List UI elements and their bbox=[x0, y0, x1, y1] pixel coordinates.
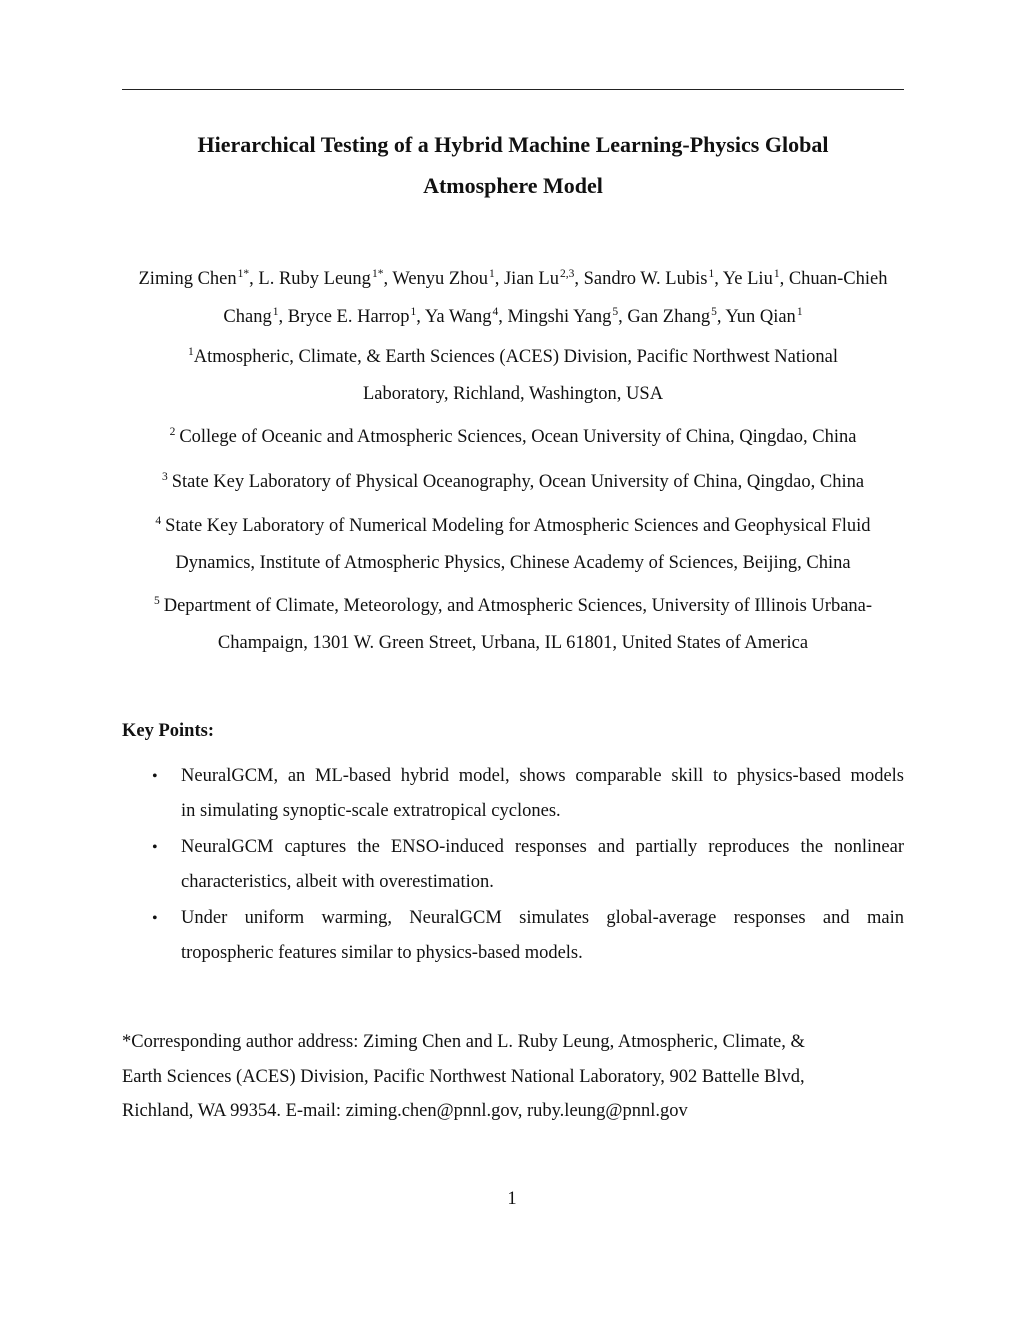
author-name: Mingshi Yang bbox=[507, 307, 612, 327]
author-separator: , bbox=[618, 307, 628, 327]
affiliation-text: Laboratory, Richland, Washington, USA bbox=[362, 384, 664, 404]
affiliation-text: Atmospheric, Climate, & Earth Sciences (ACES) Division, Pacific Northwest National bbox=[193, 347, 839, 367]
author-name: Gan Zhang bbox=[627, 307, 711, 327]
bullet-icon: • bbox=[152, 839, 158, 856]
affiliation-3 bbox=[122, 465, 904, 502]
bullet-icon: • bbox=[152, 910, 158, 927]
title-line-2: Atmosphere Model bbox=[423, 173, 603, 198]
affiliation-number: 3 bbox=[161, 471, 168, 483]
author-name: Yun Qian bbox=[725, 307, 796, 327]
key-point-item bbox=[122, 830, 904, 900]
key-point-item bbox=[122, 901, 904, 971]
affiliation-number: 2 bbox=[169, 426, 176, 438]
affiliation-5 bbox=[122, 589, 904, 661]
author-affiliation-mark: 1 bbox=[272, 306, 279, 318]
key-points-heading: Key Points: bbox=[122, 721, 214, 741]
affiliation-text: Dynamics, Institute of Atmospheric Physics, Chinese Academy of Sciences, Beijing, China bbox=[175, 553, 851, 573]
key-point-text: Under uniform warming, NeuralGCM simulates global-average responses and main bbox=[181, 908, 904, 928]
key-point-text: tropospheric features similar to physics-based models. bbox=[181, 943, 583, 963]
author-separator: , bbox=[278, 307, 288, 327]
affiliation-number: 1 bbox=[187, 346, 194, 358]
affiliation-line bbox=[122, 420, 904, 457]
paper-title bbox=[122, 124, 904, 206]
affiliation-4 bbox=[122, 509, 904, 581]
author-affiliation-mark: 2,3 bbox=[559, 268, 575, 280]
author-name: Sandro W. Lubis bbox=[583, 269, 708, 289]
affiliation-1 bbox=[122, 340, 904, 412]
author-name: Jian Lu bbox=[503, 269, 559, 289]
author-affiliation-mark: 5 bbox=[612, 306, 619, 318]
title-line-1: Hierarchical Testing of a Hybrid Machine Learning-Physics Global bbox=[197, 132, 829, 157]
author-separator: , bbox=[779, 269, 789, 289]
header-rule bbox=[122, 89, 904, 90]
author-separator: , bbox=[249, 269, 259, 289]
author-separator: , bbox=[716, 307, 726, 327]
author-name: Chuan-Chieh Chang bbox=[223, 269, 888, 327]
affiliation-2 bbox=[122, 420, 904, 457]
key-point-item bbox=[122, 759, 904, 829]
key-point-text: in simulating synoptic-scale extratropical cyclones. bbox=[181, 801, 561, 821]
affiliation-text: State Key Laboratory of Physical Oceanography, Ocean University of China, Qingdao, China bbox=[171, 472, 865, 492]
author-affiliation-mark: 1 bbox=[773, 268, 780, 280]
author-separator: , bbox=[714, 269, 723, 289]
affiliation-line bbox=[122, 340, 904, 377]
author-separator: , bbox=[574, 269, 584, 289]
author-name: L. Ruby Leung bbox=[258, 269, 371, 289]
affiliation-text: College of Oceanic and Atmospheric Sciences, Ocean University of China, Qingdao, China bbox=[179, 427, 857, 447]
author-separator: , bbox=[494, 269, 504, 289]
author-affiliation-mark: 1* bbox=[371, 268, 384, 280]
author-affiliation-mark: 5 bbox=[711, 306, 717, 318]
author-name: Ya Wang bbox=[424, 307, 492, 327]
key-point-text: NeuralGCM, an ML-based hybrid model, shows comparable skill to physics-based models bbox=[181, 766, 904, 786]
author-separator: , bbox=[383, 269, 393, 289]
affiliation-text: State Key Laboratory of Numerical Modeling for Atmospheric Sciences and Geophysical Fluid bbox=[165, 516, 871, 536]
page-number: 1 bbox=[507, 1189, 517, 1209]
affiliation-text: Champaign, 1301 W. Green Street, Urbana, IL 61801, United States of America bbox=[217, 633, 809, 653]
author-affiliation-mark: 1 bbox=[410, 306, 417, 318]
correspondence-line: Richland, WA 99354. E-mail: ziming.chen@pnnl.gov, ruby.leung@pnnl.gov bbox=[122, 1101, 688, 1121]
correspondence-line: Earth Sciences (ACES) Division, Pacific Northwest National Laboratory, 902 Battelle Blvd, bbox=[122, 1066, 805, 1087]
author-name: Wenyu Zhou bbox=[392, 269, 488, 289]
corresponding-author-note bbox=[122, 1025, 904, 1129]
author-affiliation-mark: 1 bbox=[796, 306, 803, 318]
affiliation-text: Department of Climate, Meteorology, and Atmospheric Sciences, University of Illinois Urbana- bbox=[163, 596, 873, 616]
author-affiliation-mark: 1 bbox=[708, 268, 715, 280]
author-affiliation-mark: 1* bbox=[237, 268, 250, 280]
author-name: Ziming Chen bbox=[138, 269, 237, 289]
author-name: Bryce E. Harrop bbox=[287, 307, 410, 327]
author-affiliation-mark: 4 bbox=[492, 306, 499, 318]
affiliation-number: 4 bbox=[155, 515, 162, 527]
key-point-text: NeuralGCM captures the ENSO-induced responses and partially reproduces the nonlinear bbox=[181, 837, 904, 857]
affiliation-number: 5 bbox=[153, 595, 160, 607]
author-list bbox=[122, 261, 904, 337]
affiliation-line bbox=[122, 589, 904, 626]
bullet-icon: • bbox=[152, 768, 158, 785]
correspondence-line: *Corresponding author address: Ziming Chen and L. Ruby Leung, Atmospheric, Climate, & bbox=[122, 1032, 805, 1052]
key-point-text: characteristics, albeit with overestimation. bbox=[181, 872, 494, 892]
affiliation-line bbox=[122, 465, 904, 502]
key-points-list bbox=[122, 759, 904, 972]
affiliation-line bbox=[122, 509, 904, 546]
author-separator: , bbox=[498, 307, 508, 327]
author-name: Ye Liu bbox=[722, 269, 773, 289]
author-separator: , bbox=[416, 307, 425, 327]
author-affiliation-mark: 1 bbox=[488, 268, 495, 280]
